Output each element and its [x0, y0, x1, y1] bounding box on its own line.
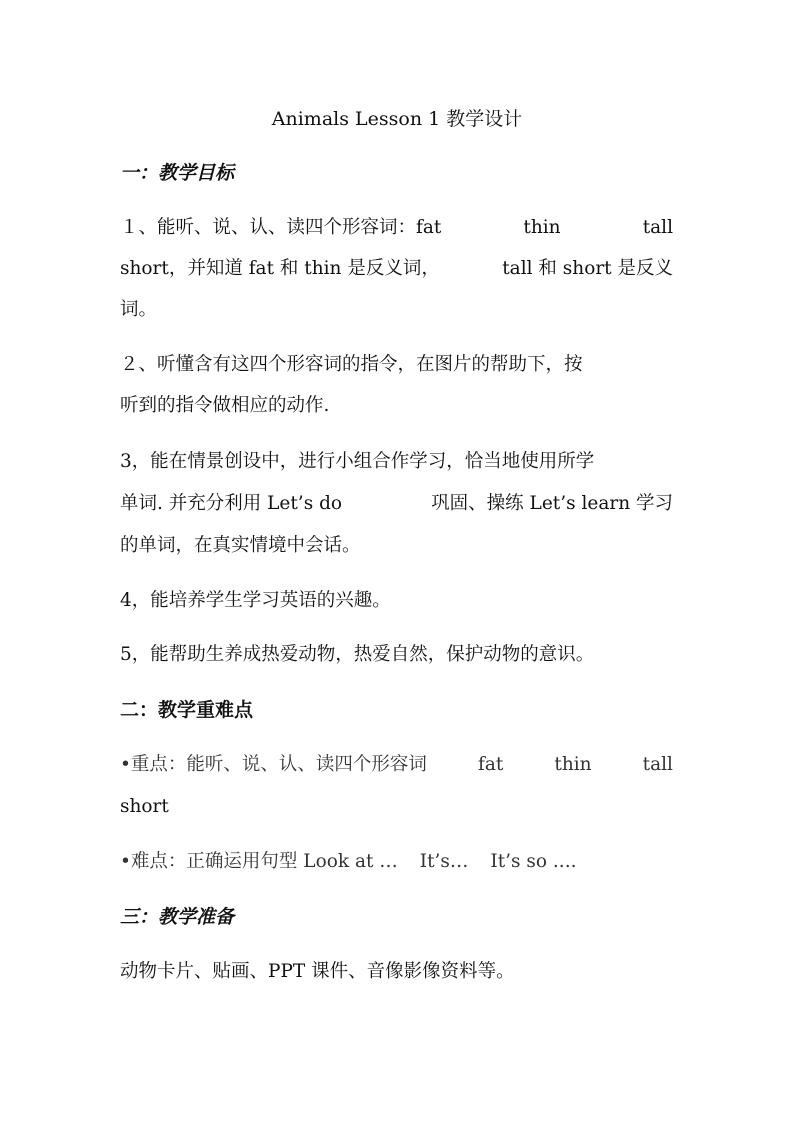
objective-3-line-2-a: 单词. 并充分利用 Let’s do [120, 493, 343, 514]
pattern-its-so: It’s so .... [490, 851, 577, 872]
section-heading-preparation: 三：教学准备 [120, 906, 235, 928]
key-word-tall: tall [642, 754, 673, 775]
objective-1-line-3: 词。 [120, 299, 158, 320]
preparation-content: 动物卡片、贴画、PPT 课件、音像影像资料等。 [120, 961, 515, 982]
section-heading-objectives: 一：教学目标 [120, 162, 235, 184]
document-title: Animals Lesson 1 教学设计 [271, 108, 523, 130]
objective-1-line-2 [120, 256, 673, 282]
section-heading-key-points: 二：教学重难点 [120, 699, 254, 721]
objective-3-line-3: 的单词，在真实情境中会话。 [120, 535, 361, 556]
objective-1-antonym-a: short，并知道 fat 和 thin 是反义词， [120, 258, 440, 279]
objective-3-line-2-b: 巩固、操练 Let’s learn 学习 [431, 493, 673, 514]
objective-3-line-1: 3，能在情景创设中，进行小组合作学习，恰当地使用所学 [120, 451, 595, 472]
objective-4: 4，能培养学生学习英语的兴趣。 [120, 590, 391, 611]
objective-2-line-1: ２、听懂含有这四个形容词的指令，在图片的帮助下，按 [120, 354, 583, 375]
objective-1-antonym-b: tall 和 short 是反义 [502, 258, 673, 279]
key-word-fat: fat [478, 754, 504, 775]
key-point-line-2: short [120, 796, 169, 817]
objective-5: 5，能帮助生养成热爱动物，热爱自然，保护动物的意识。 [120, 644, 595, 665]
key-word-thin: thin [554, 754, 592, 775]
difficult-point-line [120, 849, 576, 875]
pattern-its: It’s… [419, 851, 469, 872]
objective-1-line-1 [120, 215, 673, 241]
key-point-label: •重点：能听、说、认、读四个形容词 [120, 754, 427, 775]
key-point-line-1 [120, 752, 673, 778]
objective-1-text: １、能听、说、认、读四个形容词：fat [120, 217, 442, 238]
objective-3-line-2 [120, 491, 673, 517]
word-tall: tall [642, 217, 673, 238]
word-thin: thin [523, 217, 561, 238]
difficult-point-label: •难点：正确运用句型 Look at … [120, 851, 398, 872]
objective-2-line-2: 听到的指令做相应的动作. [120, 395, 330, 416]
